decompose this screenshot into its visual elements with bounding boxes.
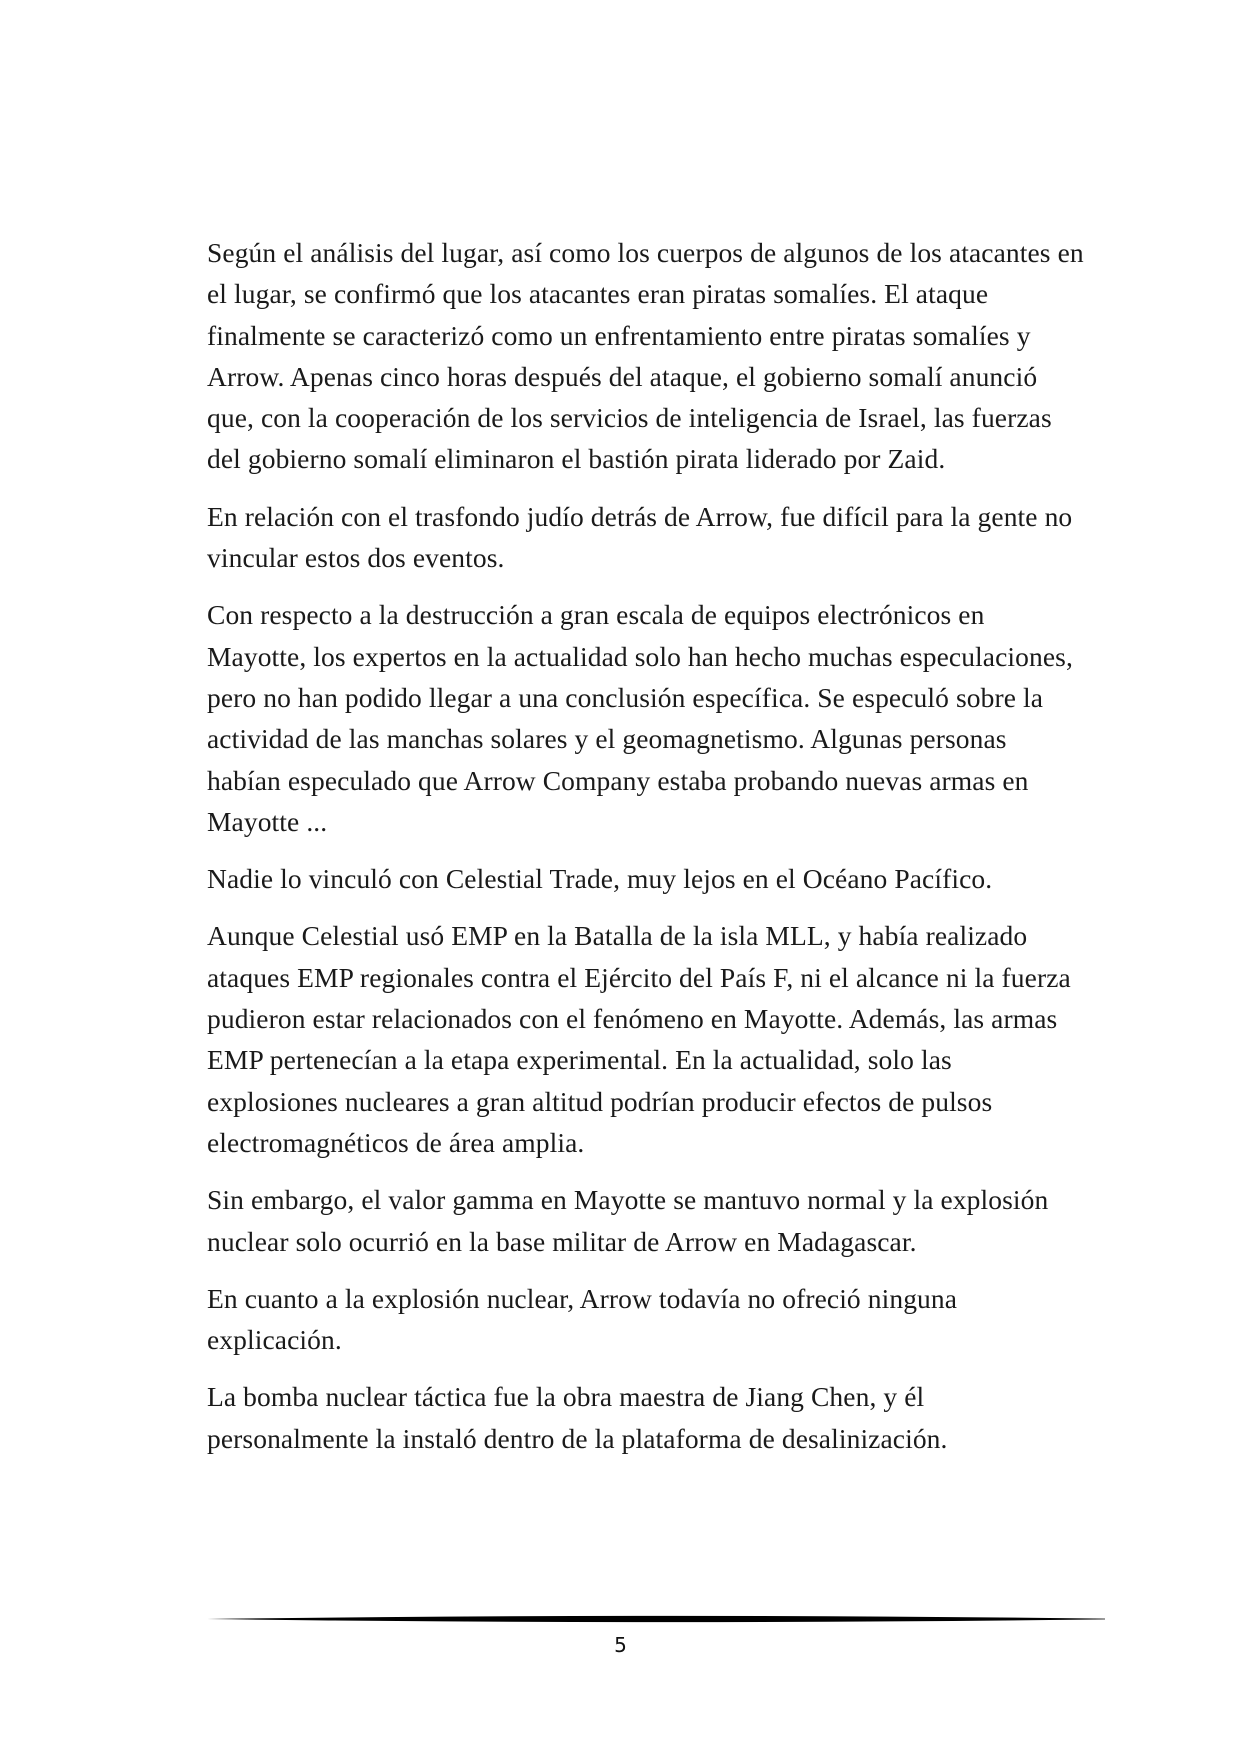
paragraph-5: Aunque Celestial usó EMP en la Batalla de la isla MLL, y había realizado ataques EMP regionales contra el Ejército del País F, ni el alcance ni la fuerza pudieron estar relacionados con el fenómeno en Mayotte. Además, las armas EMP pertenecían a la etapa experimental. En la actualidad, solo las explosiones nucleares a gran altitud podrían producir efectos de pulsos electromagnéticos de área amplia. (207, 920, 1071, 1158)
paragraph-3: Con respecto a la destrucción a gran escala de equipos electrónicos en Mayotte, los expertos en la actualidad solo han hecho muchas especulaciones, pero no han podido llegar a una conclusión específica. Se especuló sobre la actividad de las manchas solares y el geomagnetismo. Algunas personas habían especulado que Arrow Company estaba probando nuevas armas en Mayotte ... (207, 599, 1073, 837)
paragraph-7: En cuanto a la explosión nuclear, Arrow todavía no ofreció ninguna explicación. (207, 1282, 958, 1356)
document-body (207, 232, 1087, 1475)
paragraph-8: La bomba nuclear táctica fue la obra maestra de Jiang Chen, y él personalmente la instaló dentro de la plataforma de desalinización. (207, 1381, 948, 1454)
paragraph-2: En relación con el trasfondo judío detrás de Arrow, fue difícil para la gente no vincular estos dos eventos. (207, 500, 1073, 574)
paragraph-6: Sin embargo, el valor gamma en Mayotte se mantuvo normal y la explosión nuclear solo ocurrió en la base militar de Arrow en Madagascar. (207, 1184, 1049, 1257)
paragraph-1: Según el análisis del lugar, así como los cuerpos de algunos de los atacantes en el lugar, se confirmó que los atacantes eran piratas somalíes. El ataque finalmente se caracterizó como un enfrentamiento entre piratas somalíes y Arrow. Apenas cinco horas después del ataque, el gobierno somalí anunció que, con la cooperación de los servicios de inteligencia de Israel, las fuerzas del gobierno somalí eliminaron el bastión pirata liderado por Zaid. (207, 237, 1084, 475)
footer-divider (207, 1614, 1105, 1624)
paragraph-4: Nadie lo vinculó con Celestial Trade, muy lejos en el Océano Pacífico. (207, 863, 993, 895)
page-number: 5 (614, 1633, 627, 1657)
